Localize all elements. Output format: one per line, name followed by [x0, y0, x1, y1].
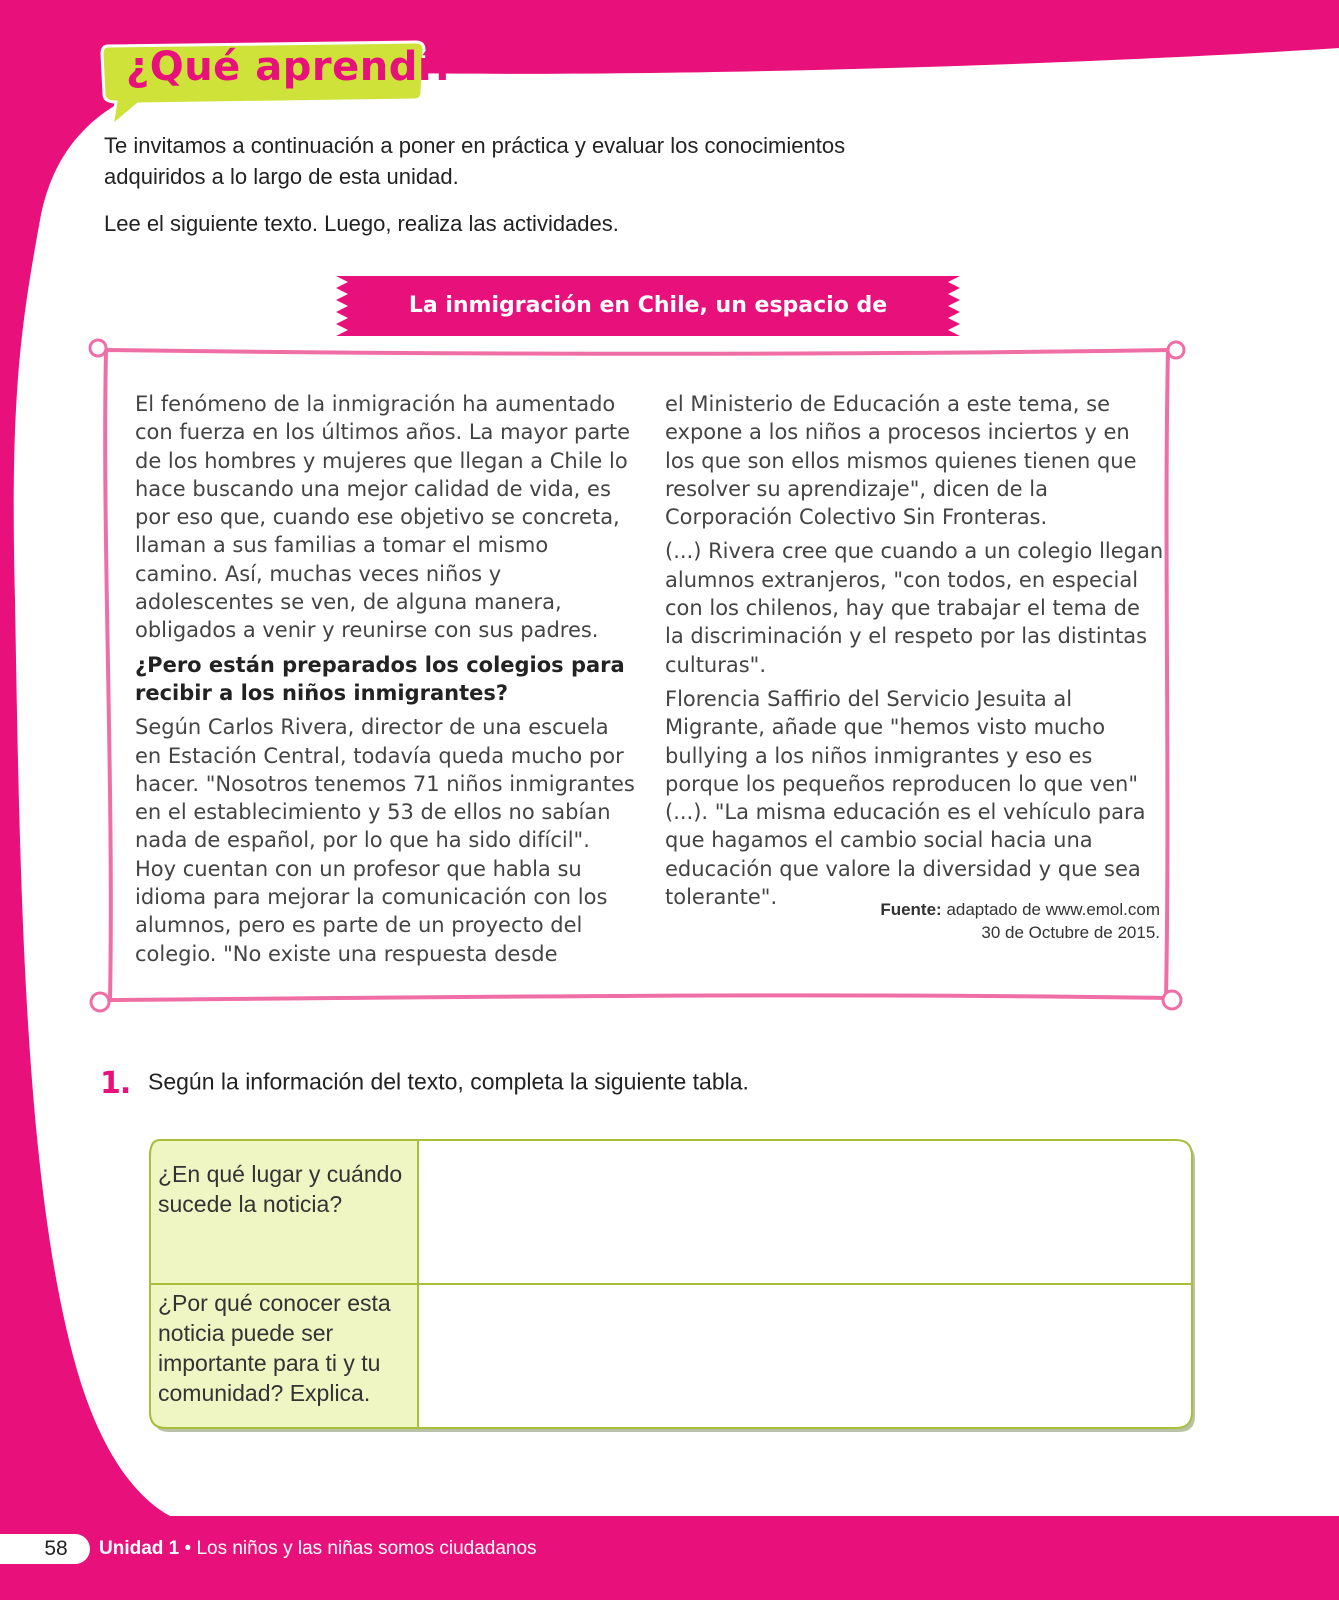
footer-bullet: • [184, 1538, 192, 1559]
footer-text [99, 1535, 537, 1563]
article-column-1 [135, 390, 635, 974]
source-date: 30 de Octubre de 2015. [981, 923, 1160, 942]
article-paragraph: El fenómeno de la inmigración ha aumentado con fuerza en los últimos años. La mayor parte de los hombres y mujeres que llegan a Chile lo hace buscando una mejor calidad de vida, es por eso que, cuando ese objetivo se concreta, llaman a sus familias a tomar el mismo camino. Así, muchas veces niños y adolescentes se ven, de alguna manera, obligados a venir y reunirse con sus padres. [135, 392, 630, 643]
footer-unit-title: Los niños y las niñas somos ciudadanos [196, 1538, 537, 1559]
activity-instruction [100, 1066, 749, 1101]
article-subheading: ¿Pero están preparados los colegios para recibir a los niños inmigrantes? [135, 652, 625, 705]
article-paragraph: Según Carlos Rivera, director de una escuela en Estación Central, todavía queda mucho por hacer. "Nosotros tenemos 71 niños inmigrantes en el establecimiento y 53 de ellos no sabían nada de español, por lo que ha sido difícil". Hoy cuentan con un profesor que habla su idioma para mejorar la comunicación con los alumnos, pero es parte de un proyecto del colegio. "No existe una respuesta desde [135, 715, 635, 966]
intro-text [104, 130, 924, 255]
footer-unit: Unidad 1 [99, 1538, 180, 1559]
page-number: 58 [44, 1537, 68, 1560]
answer-field-1[interactable] [422, 1142, 1188, 1278]
article-source [700, 898, 1160, 944]
page-number-tab [0, 1534, 90, 1564]
intro-paragraph-2: Lee el siguiente texto. Luego, realiza las actividades. [104, 211, 619, 236]
source-text: adaptado de www.emol.com [946, 900, 1160, 919]
source-label: Fuente: [880, 900, 942, 919]
intro-paragraph-1: Te invitamos a continuación a poner en práctica y evaluar los conocimientos adquiridos a lo largo de esta unidad. [104, 133, 846, 189]
table-question-2: ¿Por qué conocer esta noticia puede ser importante para ti y tu comunidad? Explica. [158, 1290, 391, 1406]
article-paragraph: el Ministerio de Educación a este tema, se expone a los niños a procesos inciertos y en los que son ellos mismos quienes tienen que resolver su aprendizaje", dicen de la Corporación Colectivo Sin Fronteras. [665, 392, 1137, 530]
answer-field-2[interactable] [422, 1286, 1188, 1426]
activity-number: 1. [100, 1066, 131, 1101]
article-paragraph: (...) Rivera cree que cuando a un colegio llegan alumnos extranjeros, "con todos, en especial con los chilenos, hay que trabajar el tema de la discriminación y el respeto por las distintas culturas". [665, 539, 1164, 677]
table-question-1: ¿En qué lugar y cuándo sucede la noticia? [158, 1161, 403, 1217]
page-title: ¿Qué aprendí? [126, 44, 456, 90]
activity-text: Según la información del texto, completa la siguiente tabla. [148, 1068, 749, 1095]
article-paragraph: Florencia Saffirio del Servicio Jesuita al Migrante, añade que "hemos visto mucho bullying a los niños inmigrantes y eso es porque los pequeños reproducen lo que ven" (...). "La misma educación es el vehículo para que hagamos el cambio social hacia una educación que valore la diversidad y que sea tolerante". [665, 686, 1146, 910]
article-title: La inmigración en Chile, un espacio de [408, 293, 888, 318]
article-column-2 [665, 390, 1165, 917]
